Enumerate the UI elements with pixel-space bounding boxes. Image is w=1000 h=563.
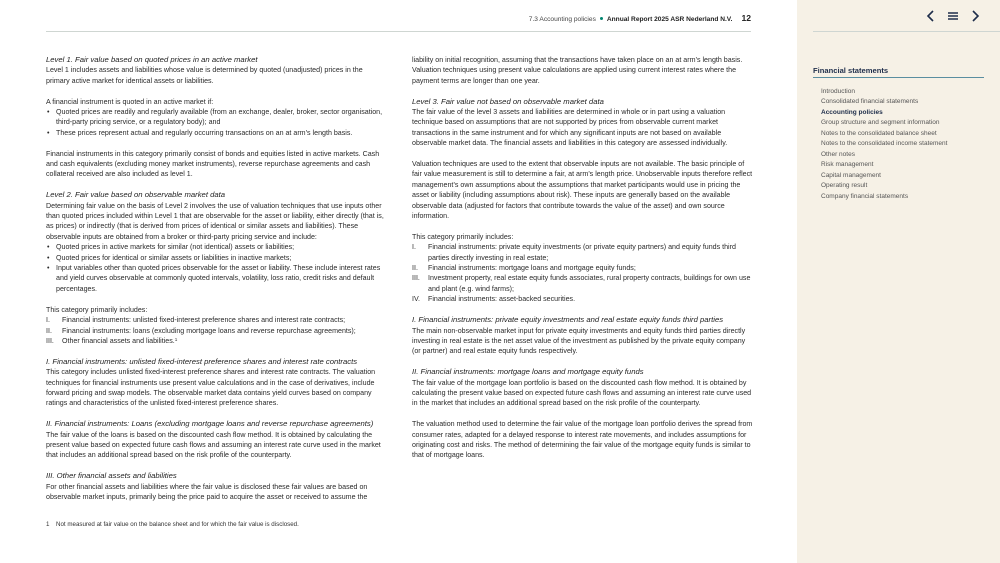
subsection-heading: III. Other financial assets and liabilities (46, 471, 177, 481)
toc-item-company-financial-statements[interactable]: Company financial statements (821, 192, 909, 200)
paragraph: The fair value of the loans is based on the discounted cash flow method. It is obtained by calculating the present value based on expected future cash flows and assuming an interest rate curve used in the market that includes an additional spread based on the risk profile of the counterparty. (46, 430, 381, 460)
toc-item-notes-balance-sheet[interactable]: Notes to the consolidated balance sheet (821, 129, 937, 137)
toc-item-consolidated-financial-statements[interactable]: Consolidated financial statements (821, 98, 919, 106)
header-divider (46, 31, 751, 32)
list-item (412, 263, 754, 273)
footnote-number: 1 (46, 521, 50, 528)
paragraph: liability on initial recognition, assuming that the transactions have taken place on an at arm’s length basis. Valuation techniques using present value calculations are applied using current interest rates where the payment terms are longer than one year. (412, 56, 743, 85)
chevron-left-icon[interactable] (923, 8, 939, 24)
toc-item-operating-result[interactable]: Operating result (821, 182, 868, 190)
paragraph: The fair value of the level 3 assets and liabilities are determined in whole or in part using a valuation technique based on assumptions that are not supported by prices from observable current market transactions in the same instrument and for which any significant inputs are not based on available observable market data. The financial assets and liabilities in this category are assessed individually. (412, 108, 728, 148)
roman-list (412, 242, 754, 304)
paragraph: This category includes unlisted fixed-interest preference shares and interest rate contracts. The valuation techniques for financial instruments use present value calculations and in the case of derivatives, include forward pricing and swap models. The observable market data contains yield curves based on company ratings and characteristics of the unlisted fixed-interest preference shares. (46, 368, 376, 408)
paragraph: Level 1 includes assets and liabilities whose value is determined by quoted (unadjusted) prices in the primary active market for identical assets or liabilities. (46, 66, 363, 85)
footnote (46, 521, 299, 528)
paragraph: The fair value of the mortgage loan portfolio is based on the discounted cash flow method. It is obtained by calculating the present value based on expected future cash flows and assuming an interest rate curve used in the market that includes an additional spread based on the risk profile of the counterparty. (412, 378, 752, 408)
list-number: III. (46, 336, 54, 345)
list-item (46, 315, 388, 325)
toc-item-risk-management[interactable]: Risk management (821, 161, 874, 169)
subsection-heading: II. Financial instruments: mortgage loans and mortgage equity funds (412, 367, 644, 377)
chevron-right-icon[interactable] (967, 8, 983, 24)
footnote-reference[interactable]: 1 (174, 336, 178, 342)
list-text: Financial instruments: loans (excluding mortgage loans and reverse repurchase agreements); (62, 326, 356, 335)
list-number: I. (46, 316, 50, 325)
toc-item-introduction[interactable]: Introduction (821, 88, 855, 95)
toc-item-accounting-policies[interactable]: Accounting policies (821, 108, 883, 116)
toc-item-capital-management[interactable]: Capital management (821, 171, 881, 179)
paragraph: This category primarily includes: (412, 232, 514, 241)
level2-heading: Level 2. Fair value based on observable market data (46, 190, 226, 200)
toc-item-group-structure[interactable]: Group structure and segment information (821, 119, 940, 127)
paragraph: For other financial assets and liabilities where the fair value is disclosed these fair values are based on observable market inputs, primarily being the price paid to acquire the asset or received to assume the (46, 482, 368, 501)
list-item (46, 336, 388, 346)
bullet-item: • These prices represent actual and regularly occurring transactions on an at arm’s length basis. (46, 128, 388, 138)
list-item (412, 294, 754, 304)
list-number: I. (412, 243, 416, 252)
footnote-text: Not measured at fair value on the balance sheet and for which the fair value is disclosed. (56, 521, 299, 528)
bullet-item: • Input variables other than quoted prices observable for the asset or liability. These include interest rates and yield curves observable at commonly quoted intervals, volatility, loss ratio, credit risks and default percentages. (46, 263, 388, 294)
bullet-item: • Quoted prices in active markets for similar (not identical) assets or liabilities; (46, 242, 388, 252)
list-text: Financial instruments: unlisted fixed-interest preference shares and interest rate contracts; (62, 316, 346, 325)
list-number: IV. (412, 295, 421, 304)
list-text: Other financial assets and liabilities. (62, 336, 175, 345)
level3-heading: Level 3. Fair value not based on observable market data (412, 96, 604, 106)
list-text: Financial instruments: mortgage loans and mortgage equity funds; (428, 264, 636, 273)
bullet-list (46, 242, 388, 294)
list-item (46, 326, 388, 336)
page-number: 12 (741, 13, 751, 23)
toc-title[interactable]: Financial statements (813, 66, 889, 75)
menu-icon[interactable] (945, 8, 961, 24)
toc-item-other-notes[interactable]: Other notes (821, 150, 855, 158)
list-text: Financial instruments: asset-backed securities. (428, 295, 576, 304)
header-separator-dot (600, 17, 603, 20)
subsection-heading: I. Financial instruments: private equity investments and real estate equity funds third parties (412, 315, 724, 325)
list-item (412, 273, 754, 294)
list-number: II. (46, 326, 52, 335)
paragraph: The main non-observable market input for private equity investments and equity funds third parties directly investing in real estate is the net asset value of the investment as published by the private equity company (or partner) and real estate equity funds respectively. (412, 326, 746, 356)
paragraph: A financial instrument is quoted in an active market if: (46, 97, 214, 106)
text-column-right (412, 55, 754, 461)
bullet-item: • Quoted prices are readily and regularly available (from an exchange, dealer, broker, sector organisation, third-party pricing service, or a regulatory body); and (46, 107, 388, 128)
toc-list (821, 87, 947, 202)
header-section: 7.3 Accounting policies (528, 16, 596, 23)
page-header (412, 13, 751, 25)
subsection-heading: I. Financial instruments: unlisted fixed-interest preference shares and interest rate contracts (46, 356, 358, 366)
header-report-title: Annual Report 2025 ASR Nederland N.V. (606, 16, 733, 23)
list-text: Financial instruments: private equity investments (or private equity partners) and equity funds third parties directly investing in real estate; (428, 243, 736, 262)
toc-title-underline (813, 77, 984, 78)
navigation-sidebar (797, 0, 1000, 563)
paragraph: This category primarily includes: (46, 305, 148, 314)
text-column-left (46, 55, 388, 502)
list-text: Investment property, real estate equity funds associates, rural property contracts, buildings for own use and plant (e.g. wind farms); (428, 274, 751, 293)
paragraph: The valuation method used to determine the fair value of the mortgage loan portfolio derives the spread from consumer rates, adapted for a delayed response to interest rate movements, and includes assumptions for originating cost and risks. The method of determining the fair value of the mortgage equity funds is similar to that of mortgage loans. (412, 420, 753, 460)
roman-list (46, 315, 388, 346)
list-item (412, 242, 754, 263)
list-number: II. (412, 264, 418, 273)
toc-item-notes-income-statement[interactable]: Notes to the consolidated income statement (821, 140, 948, 148)
level1-heading: Level 1. Fair value based on quoted prices in an active market (46, 55, 258, 64)
bullet-item: • Quoted prices for identical or similar assets or liabilities in inactive markets; (46, 253, 388, 263)
paragraph: Valuation techniques are used to the extent that observable inputs are not available. The basic principle of fair value measurement is still to determine a fair, at arm’s length price. Unobservable inputs therefore reflect management’s own assumptions about the assumptions that market participants would use in pricing the asset or liability (including assumptions about risk). These inputs are generally based on the available observable data (adjusted for factors that contribute towards the value of the asset) and own source information. (412, 160, 753, 221)
sidebar-divider (813, 31, 1000, 32)
bullet-list (46, 107, 388, 138)
subsection-heading: II. Financial instruments: Loans (excluding mortgage loans and reverse repurchase agreements) (46, 419, 374, 429)
paragraph: Financial instruments in this category primarily consist of bonds and equities listed in active markets. Cash and cash equivalents (excluding money market instruments), reverse repurchase agreements and cash collateral received are also included as level 1. (46, 149, 380, 179)
list-number: III. (412, 274, 420, 283)
paragraph: Determining fair value on the basis of Level 2 involves the use of valuation techniques that use inputs other than quoted prices included within Level 1 that are observable for the asset or liability, either directly (that is, as prices) or indirectly (that is derived from prices of identical or similar assets and liabilities). These observable inputs are obtained from a broker or third-party pricing service and include: (46, 201, 384, 241)
